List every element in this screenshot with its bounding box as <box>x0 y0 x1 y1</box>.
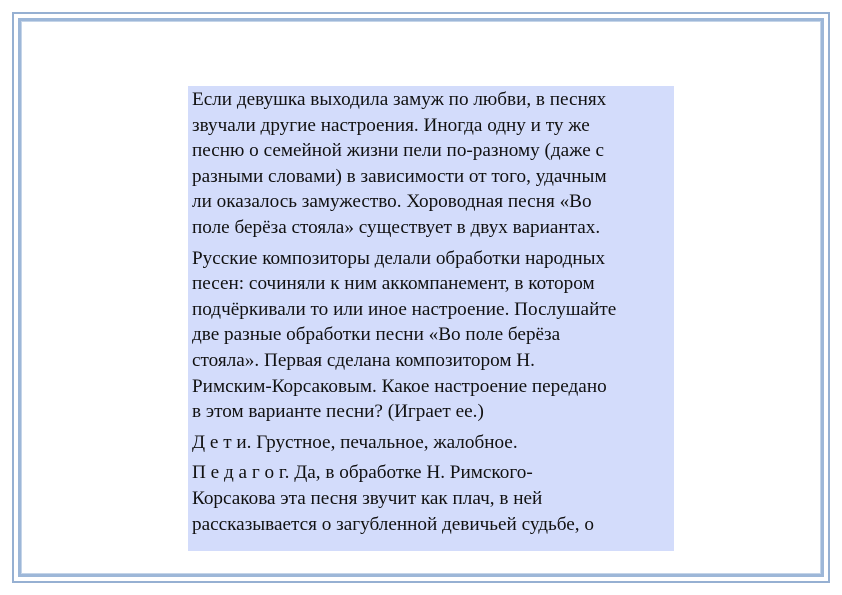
paragraph-marriage-songs: Если девушка выходила замуж по любви, в песнях звучали другие настроения. Иногда одну и ту же песню о семейной жизни пели по-разному (даже с разными словами) в зависимости от того, удачным ли оказалось замужество. Хороводная песня «Во поле берёза стояла» существует в двух вариантах. <box>192 89 607 238</box>
paragraph-teacher-comment: П е д а г о г. Да, в обработке Н. Римского- Корсакова эта песня звучит как плач, в ней рассказывается о загубленной девичьей судьбе, о <box>192 462 594 535</box>
slide-text-block <box>188 86 674 551</box>
paragraph-composers-arrangements: Русские композиторы делали обработки народных песен: сочиняли к ним аккомпанемент, в котором подчёркивали то или иное настроение. Послушайте две разные обработки песни «Во поле берёза стояла». Первая сделана композитором Н. Римским-Корсаковым. Какое настроение передано в этом варианте песни? (Играет ее.) <box>192 247 617 423</box>
paragraph-children-answer: Д е т и. Грустное, печальное, жалобное. <box>192 431 518 453</box>
